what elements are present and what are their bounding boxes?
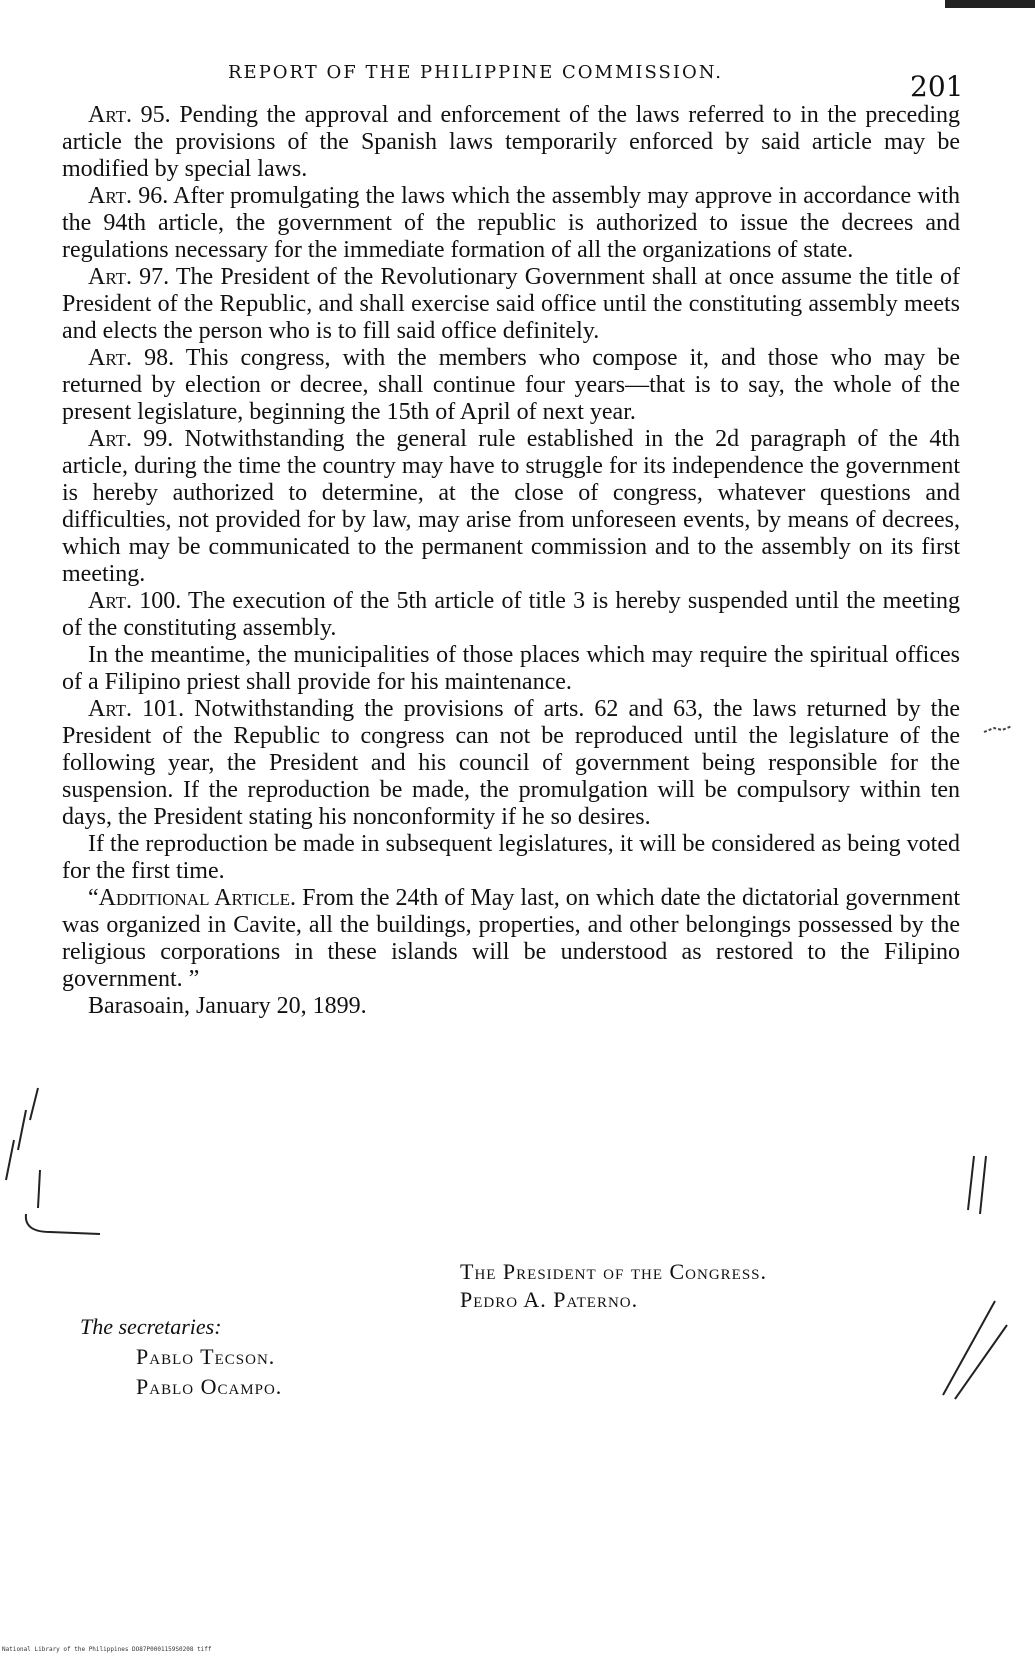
signature-name: Pedro A. Paterno. [460, 1287, 639, 1312]
article-label: Art. 97. [88, 264, 170, 290]
article-text: The President of the Revolutionary Government shall at once assume the title of President of the Republic, and shall exercise said office until the constituting assembly meets and elects the person who is to fill said office definitely. [62, 264, 960, 344]
article-label: Art. 99. [88, 426, 174, 452]
secretary-name: Pablo Ocampo. [136, 1374, 283, 1399]
page-number: 201 [910, 70, 964, 103]
margin-mark [980, 720, 1020, 740]
signature-title: The President of the Congress. [460, 1259, 768, 1284]
handwritten-slash-mark [935, 1295, 1015, 1405]
article-95 [62, 102, 960, 183]
article-text: From the 24th of May last, on which date the dictatorial government was organized in Cavite, all the buildings, properties, and other belongings possessed by the religious corporations in these islands will be understood as restored to the Filipino government. ” [62, 885, 960, 992]
handwritten-bracket-right [960, 1150, 1000, 1230]
article-99 [62, 426, 960, 588]
article-text: After promulgating the laws which the assembly may approve in accordance with the 94th article, the government of the republic is authorized to issue the decrees and regulations necessary for the immediate formation of all the organizations of state. [62, 183, 960, 263]
running-header: REPORT OF THE PHILIPPINE COMMISSION. [228, 62, 724, 83]
article-98 [62, 345, 960, 426]
article-text: Notwithstanding the general rule established in the 2d paragraph of the 4th article, during the time the country may have to struggle for its independence the government is hereby authorized to determine, at the close of congress, whatever questions and difficulties, not provided for by law, may arise from unforeseen events, by means of decrees, which may be communicated to the permanent commission and to the assembly on its first meeting. [62, 426, 960, 587]
article-label: Art. 101. [88, 696, 185, 722]
article-label: “Additional Article. [88, 885, 297, 911]
article-text: Pending the approval and enforcement of the laws referred to in the preceding article the provisions of the Spanish laws temporarily enforced by said article may be modified by special laws. [62, 102, 960, 182]
article-label: Art. 96. [88, 183, 169, 209]
article-96 [62, 183, 960, 264]
main-text [62, 102, 960, 1020]
article-97 [62, 264, 960, 345]
secretaries-block [80, 1312, 282, 1402]
article-label: Art. 98. [88, 345, 175, 371]
article-label: Art. 100. [88, 588, 182, 614]
place-date: Barasoain, January 20, 1899. [88, 993, 367, 1019]
handwritten-underline [20, 1210, 110, 1240]
article-label: Art. 95. [88, 102, 171, 128]
signature-block [460, 1258, 767, 1314]
additional-article [62, 885, 960, 993]
handwritten-bracket-left [0, 1080, 70, 1220]
article-101-continuation: If the reproduction be made in subsequent legislatures, it will be considered as being voted for the first time. [62, 831, 960, 884]
article-100 [62, 588, 960, 642]
article-101 [62, 696, 960, 831]
scan-edge-mark [945, 0, 1035, 8]
article-100-continuation: In the meantime, the municipalities of those places which may require the spiritual offices of a Filipino priest shall provide for his maintenance. [62, 642, 960, 695]
article-text: The execution of the 5th article of title 3 is hereby suspended until the meeting of the constituting assembly. [62, 588, 960, 641]
secretary-name: Pablo Tecson. [136, 1344, 276, 1369]
scan-footer: National Library of the Philippines DO87P0001159S0208 tiff [2, 1646, 212, 1653]
secretaries-label: The secretaries: [80, 1314, 222, 1339]
article-text: This congress, with the members who compose it, and those who may be returned by election or decree, shall continue four years—that is to say, the whole of the present legislature, beginning the 15th of April of next year. [62, 345, 960, 425]
article-text: Notwithstanding the provisions of arts. 62 and 63, the laws returned by the President of the Republic to congress can not be reproduced until the legislature of the following year, the President and his council of government being responsible for the suspension. If the reproduction be made, the promulgation will be compulsory within ten days, the President stating his nonconformity if he so desires. [62, 696, 960, 830]
